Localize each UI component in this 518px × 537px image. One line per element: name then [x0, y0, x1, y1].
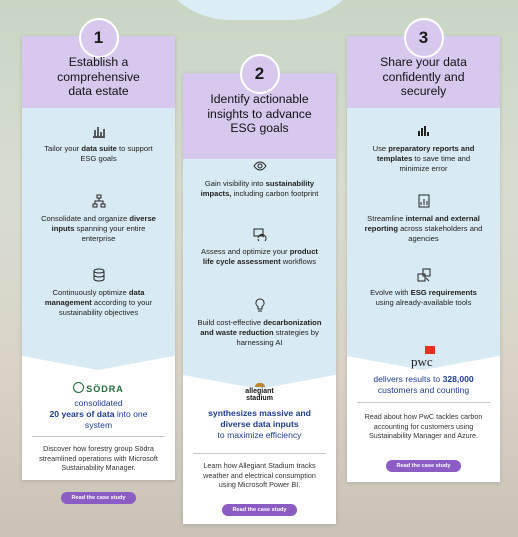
card-title: Establish a comprehensive data estate: [57, 55, 140, 98]
feature-item: Streamline internal and external reporting across stakeholders and agencies: [361, 194, 486, 244]
card-header: [22, 28, 175, 108]
feature-item: Consolidate and organize diverse inputs spanning your entire enterprise: [36, 194, 161, 244]
card-identify-insights: [183, 64, 336, 524]
read-case-study-button[interactable]: Read the case study: [386, 460, 460, 472]
allegiant-stadium-logo: allegiant stadium: [183, 383, 336, 402]
document-chart-icon: [417, 194, 431, 208]
case-study-description: Learn how Allegiant Stadium tracks weather and electrical consumption using Microsoft Power BI.: [203, 461, 316, 489]
feature-item: Continuously optimize data management according to your sustainability objectives: [36, 268, 161, 318]
card-header: [347, 28, 500, 108]
divider: [32, 436, 165, 437]
divider: [193, 453, 326, 454]
pwc-mark-icon: [425, 346, 435, 354]
highlight-text: synthesizes massive and diverse data inputs to maximize efficiency: [208, 408, 311, 440]
highlight-text: consolidated 20 years of data into one system: [49, 398, 148, 430]
background-arc: [150, 0, 370, 20]
card-share-data: [347, 28, 500, 482]
features-band: [347, 108, 500, 356]
highlight-text: delivers results to 328,000 customers and counting: [373, 374, 474, 395]
feature-item: Evolve with ESG requirements using already-available tools: [361, 268, 486, 308]
case-study-description: Read about how PwC tackles carbon accounting for customers using Sustainability Manager and Azure.: [364, 412, 483, 440]
sodra-logo: SÖDRA: [22, 382, 175, 394]
divider: [357, 402, 490, 403]
chart-icon: [92, 124, 106, 138]
case-study: [183, 383, 336, 441]
lifecycle-icon: [253, 227, 267, 241]
feature-item: Build cost-effective decarbonization and waste reduction strategies by harnessing AI: [197, 298, 322, 348]
lightbulb-icon: [253, 298, 267, 312]
leaf-icon: [73, 382, 84, 393]
database-icon: [92, 268, 106, 282]
features-band: [22, 108, 175, 356]
case-study: [22, 382, 175, 431]
card-header: [183, 64, 336, 159]
card-title: Identify actionable insights to advance ESG goals: [207, 92, 312, 135]
pwc-logo: pwc: [347, 346, 500, 370]
step-number: 3: [404, 18, 444, 58]
case-study: [347, 346, 500, 396]
report-chart-icon: [417, 124, 431, 138]
feature-item: Assess and optimize your product life cycle assessment workflows: [197, 227, 322, 267]
step-number: 2: [240, 54, 280, 94]
card-establish-data-estate: [22, 28, 175, 501]
hierarchy-icon: [92, 194, 106, 208]
case-study-description: Discover how forestry group Södra streamlined operations with Microsoft Sustainability Manager.: [39, 444, 158, 472]
features-band: [183, 159, 336, 375]
read-case-study-button[interactable]: Read the case study: [61, 492, 135, 504]
read-case-study-button[interactable]: Read the case study: [222, 504, 296, 516]
stadium-mark-icon: [255, 383, 265, 387]
feature-item: Gain visibility into sustainability impacts, including carbon footprint: [197, 159, 322, 199]
feature-item: Use preparatory reports and templates to save time and minimize error: [361, 124, 486, 174]
evolve-icon: [417, 268, 431, 282]
card-title: Share your data confidently and securely: [380, 55, 467, 98]
feature-item: Tailor your data suite to support ESG goals: [36, 124, 161, 164]
step-number: 1: [79, 18, 119, 58]
eye-icon: [253, 159, 267, 173]
